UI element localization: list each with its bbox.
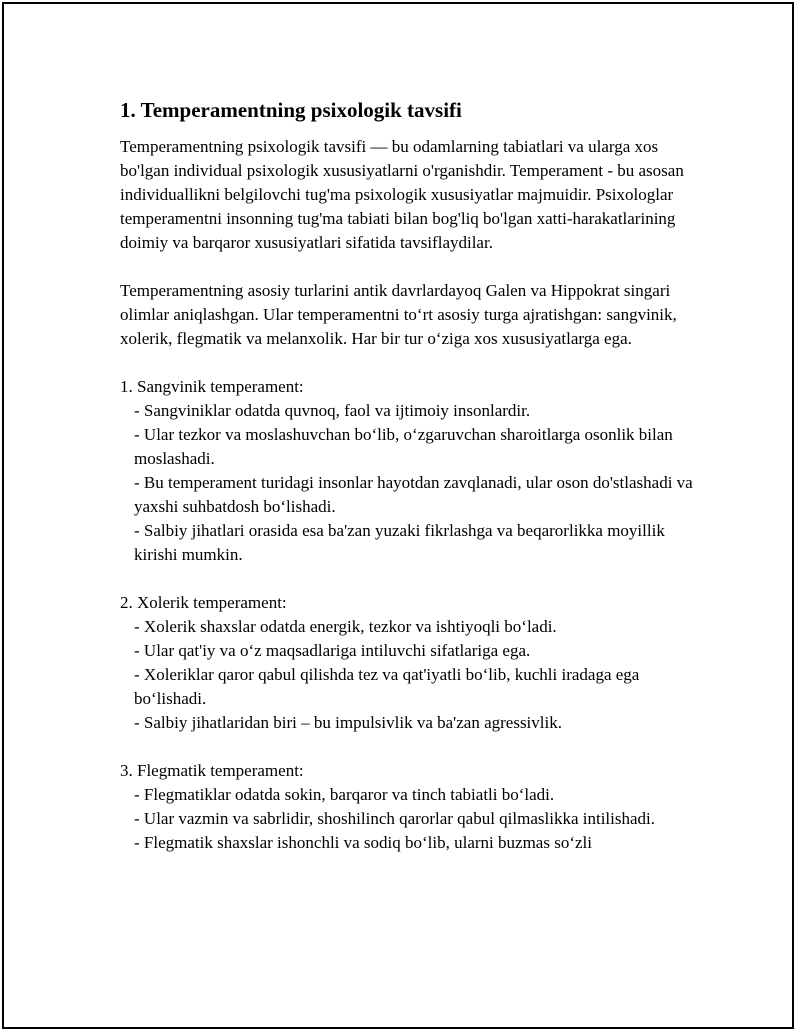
list-item: - Bu temperament turidagi insonlar hayotdan zavqlanadi, ular oson do'stlashadi va yaxshi suhbatdosh bo‘lishadi. bbox=[134, 473, 693, 516]
list-item: - Ular qat'iy va o‘z maqsadlariga intiluvchi sifatlariga ega. bbox=[134, 641, 531, 660]
list-item: - Ular vazmin va sabrlidir, shoshilinch qarorlar qabul qilmaslikka intilishadi. bbox=[134, 809, 656, 828]
list-item: - Xolerik shaxslar odatda energik, tezkor va ishtiyoqli bo‘ladi. bbox=[134, 617, 557, 636]
section-flegmatik bbox=[120, 759, 700, 855]
intro-paragraph: Temperamentning psixologik tavsifi — bu odamlarning tabiatlari va ularga xos bo'lgan individual psixologik xususiyatlarni o'rganishdir. Temperament - bu asosan individuallikni belgilovchi tug'ma psixologik xususiyatlar majmuidir. Psixologlar temperamentni insonning tug'ma tabiati bilan bog'liq bo'lgan xatti-harakatlarining doimiy va barqaror xususiyatlari sifatida tavsiflaydilar. bbox=[120, 137, 684, 252]
section-title: 1. Sangvinik temperament: bbox=[120, 377, 304, 396]
document-body bbox=[120, 97, 700, 855]
paragraph-gap bbox=[120, 735, 700, 759]
document-heading: 1. Temperamentning psixologik tavsifi bbox=[120, 98, 462, 122]
types-paragraph: Temperamentning asosiy turlarini antik davrlardayoq Galen va Hippokrat singari olimlar aniqlashgan. Ular temperamentni to‘rt asosiy turga ajratishgan: sangvinik, xolerik, flegmatik va melanxolik. Har bir tur o‘ziga xos xususiyatlarga ega. bbox=[120, 281, 677, 348]
list-item: - Flegmatiklar odatda sokin, barqaror va tinch tabiatli bo‘ladi. bbox=[134, 785, 555, 804]
section-title: 2. Xolerik temperament: bbox=[120, 593, 287, 612]
paragraph-gap bbox=[120, 351, 700, 375]
list-item: - Salbiy jihatlaridan biri – bu impulsivlik va ba'zan agressivlik. bbox=[134, 713, 562, 732]
paragraph-gap bbox=[120, 255, 700, 279]
section-sangvinik bbox=[120, 375, 700, 567]
list-item: - Sangviniklar odatda quvnoq, faol va ijtimoiy insonlardir. bbox=[134, 401, 531, 420]
list-item: - Flegmatik shaxslar ishonchli va sodiq bo‘lib, ularni buzmas so‘zli bbox=[134, 833, 592, 852]
section-xolerik bbox=[120, 591, 700, 735]
list-item: - Ular tezkor va moslashuvchan bo‘lib, o‘zgaruvchan sharoitlarga osonlik bilan moslashadi. bbox=[134, 425, 673, 468]
page-frame bbox=[2, 2, 794, 1029]
section-title: 3. Flegmatik temperament: bbox=[120, 761, 304, 780]
list-item: - Salbiy jihatlari orasida esa ba'zan yuzaki fikrlashga va beqarorlikka moyillik kirishi mumkin. bbox=[134, 521, 665, 564]
paragraph-gap bbox=[120, 567, 700, 591]
list-item: - Xoleriklar qaror qabul qilishda tez va qat'iyatli bo‘lib, kuchli iradaga ega bo‘lishadi. bbox=[134, 665, 640, 708]
